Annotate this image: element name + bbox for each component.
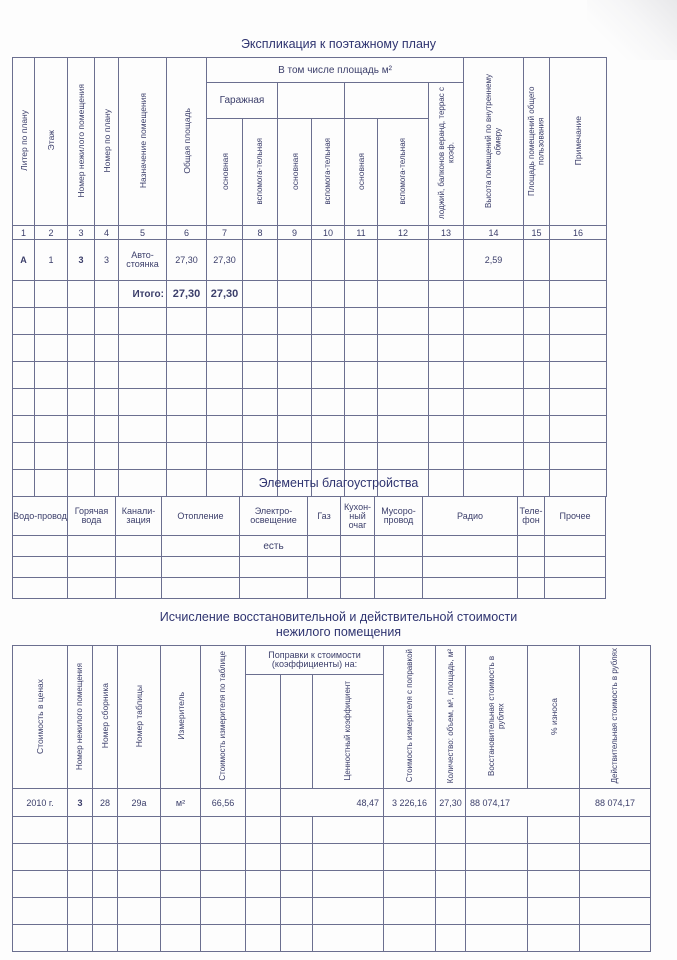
hdr-calc-room-no: Номер нежилого помещения bbox=[75, 662, 85, 770]
hdr-table-no: Номер таблицы bbox=[134, 684, 144, 748]
cell-cost-corr: 3 226,16 bbox=[384, 789, 436, 817]
cell-height: 2,59 bbox=[464, 240, 524, 281]
cell-prices: 2010 г. bbox=[13, 789, 68, 817]
hdr-value-coef: Ценностный коэффициент bbox=[343, 680, 353, 781]
hdr-garage: Гаражная bbox=[207, 83, 278, 119]
hdr-total-area: Общая площадь bbox=[181, 107, 192, 174]
page-corner-shadow bbox=[587, 0, 677, 60]
hdr-incl-area: В том числе площадь м² bbox=[207, 58, 464, 83]
table-row bbox=[13, 789, 651, 817]
table-row bbox=[13, 536, 606, 557]
col-num: 5 bbox=[119, 226, 167, 240]
col-num: 3 bbox=[68, 226, 95, 240]
cell-value-coef: 48,47 bbox=[281, 789, 384, 817]
table-row bbox=[13, 817, 651, 844]
col-num: 13 bbox=[429, 226, 464, 240]
hdr-liter: Литер по плану bbox=[18, 110, 29, 171]
itogo-row bbox=[13, 281, 607, 308]
col-num: 11 bbox=[345, 226, 378, 240]
cell-purpose: Авто-стоянка bbox=[119, 240, 167, 281]
table-row bbox=[13, 925, 651, 952]
hdr-qty: Количество: объем, м³, площадь, м² bbox=[445, 648, 455, 784]
cell-actual-cost: 88 074,17 bbox=[580, 789, 651, 817]
cell-cost-table: 66,56 bbox=[201, 789, 246, 817]
hdr-phone: Теле-фон bbox=[518, 497, 545, 536]
hdr-vsp-2: вспомога-тельная bbox=[323, 137, 333, 205]
cell-liter: А bbox=[13, 240, 35, 281]
hdr-common-area: Площадь помещений общего пользования bbox=[527, 85, 546, 196]
hdr-group-empty-2 bbox=[345, 83, 429, 119]
hdr-osn-3: основная bbox=[356, 152, 366, 190]
hdr-prices: Стоимость в ценах bbox=[35, 678, 45, 754]
explication-title: Экспликация к поэтажному плану bbox=[240, 37, 437, 51]
col-num: 9 bbox=[278, 226, 312, 240]
table-row bbox=[13, 416, 607, 443]
col-num: 7 bbox=[207, 226, 243, 240]
cell-restore-cost: 88 074,17 bbox=[466, 789, 580, 817]
hdr-radio: Радио bbox=[423, 497, 518, 536]
column-numbers-row bbox=[13, 226, 607, 240]
table-row bbox=[13, 389, 607, 416]
calc-title-1: Исчисление восстановительной и действительной стоимости bbox=[159, 610, 518, 624]
cell-table-no: 29а bbox=[118, 789, 161, 817]
table-row bbox=[13, 557, 606, 578]
cell-floor: 1 bbox=[35, 240, 68, 281]
calc-title-2: нежилого помещения bbox=[275, 625, 402, 639]
col-num: 2 bbox=[35, 226, 68, 240]
hdr-plan-no: Номер по плану bbox=[101, 108, 112, 173]
table-row bbox=[13, 308, 607, 335]
hdr-water: Водо-провод bbox=[13, 497, 68, 536]
hdr-vsp-1: вспомога-тельная bbox=[255, 137, 265, 205]
hdr-room-no: Номер нежилого помещения bbox=[76, 83, 86, 198]
table-row bbox=[13, 578, 606, 599]
hdr-corrections: Поправки к стоимости (коэффициенты) на: bbox=[246, 646, 384, 675]
table-row bbox=[13, 335, 607, 362]
cell-meter: м² bbox=[161, 789, 201, 817]
itogo-total: 27,30 bbox=[167, 281, 207, 308]
col-num: 1 bbox=[13, 226, 35, 240]
hdr-osn-2: основная bbox=[289, 152, 300, 190]
table-row bbox=[13, 240, 607, 281]
cell-electric-value: есть bbox=[240, 536, 308, 557]
hdr-cost-table: Стоимость измерителя по таблице bbox=[218, 651, 228, 781]
col-num: 16 bbox=[550, 226, 607, 240]
hdr-electric: Электро-освещение bbox=[240, 497, 308, 536]
hdr-heating: Отопление bbox=[162, 497, 240, 536]
col-num: 10 bbox=[312, 226, 345, 240]
hdr-osn-1: основная bbox=[219, 152, 230, 190]
col-num: 12 bbox=[378, 226, 429, 240]
explication-table bbox=[12, 57, 607, 497]
cell-plan-no: 3 bbox=[95, 240, 119, 281]
table-row bbox=[13, 871, 651, 898]
hdr-floor: Этаж bbox=[46, 130, 56, 151]
table-row bbox=[13, 844, 651, 871]
hdr-gas: Газ bbox=[308, 497, 341, 536]
hdr-actual-cost: Действительная стоимость в рублях bbox=[610, 648, 620, 784]
hdr-garbage: Мусоро-провод bbox=[375, 497, 423, 536]
cell-collection: 28 bbox=[93, 789, 118, 817]
col-num: 14 bbox=[464, 226, 524, 240]
col-num: 6 bbox=[167, 226, 207, 240]
cell-total-area: 27,30 bbox=[167, 240, 207, 281]
hdr-restore-cost: Восстановительная стоимость в рублях bbox=[487, 655, 506, 777]
hdr-other: Прочее bbox=[545, 497, 606, 536]
hdr-hot-water: Горячая вода bbox=[68, 497, 116, 536]
elements-table bbox=[12, 496, 606, 599]
hdr-stove: Кухон-ный очаг bbox=[341, 497, 375, 536]
cell-room-no: 3 bbox=[68, 240, 95, 281]
col-num: 15 bbox=[524, 226, 550, 240]
hdr-wear: % износа bbox=[548, 697, 559, 735]
hdr-meter: Измеритель bbox=[175, 692, 186, 740]
hdr-cost-corr: Стоимость измерителя с поправкой bbox=[404, 649, 414, 783]
col-num: 4 bbox=[95, 226, 119, 240]
cell-qty: 27,30 bbox=[436, 789, 466, 817]
hdr-group-empty-1 bbox=[278, 83, 345, 119]
col-num: 8 bbox=[243, 226, 278, 240]
hdr-purpose: Назначение помещения bbox=[137, 92, 148, 189]
cell-calc-room-no: 3 bbox=[68, 789, 93, 817]
itogo-label: Итого: bbox=[119, 281, 167, 308]
calc-table bbox=[12, 645, 651, 952]
elements-title: Элементы благоустройства bbox=[258, 476, 419, 490]
hdr-vsp-3: вспомога-тельная bbox=[398, 137, 408, 205]
hdr-sewer: Канали-зация bbox=[116, 497, 162, 536]
hdr-note: Примечание bbox=[573, 115, 583, 166]
hdr-loggia: лоджий, балконов веранд, террас с коэф. bbox=[436, 87, 455, 219]
table-row bbox=[13, 443, 607, 470]
table-row bbox=[13, 362, 607, 389]
table-row bbox=[13, 898, 651, 925]
hdr-height: Высота помещений по внутреннему обмеру bbox=[484, 73, 503, 208]
itogo-osn: 27,30 bbox=[207, 281, 243, 308]
hdr-collection: Номер сборника bbox=[100, 683, 110, 749]
cell-garage-osn: 27,30 bbox=[207, 240, 243, 281]
